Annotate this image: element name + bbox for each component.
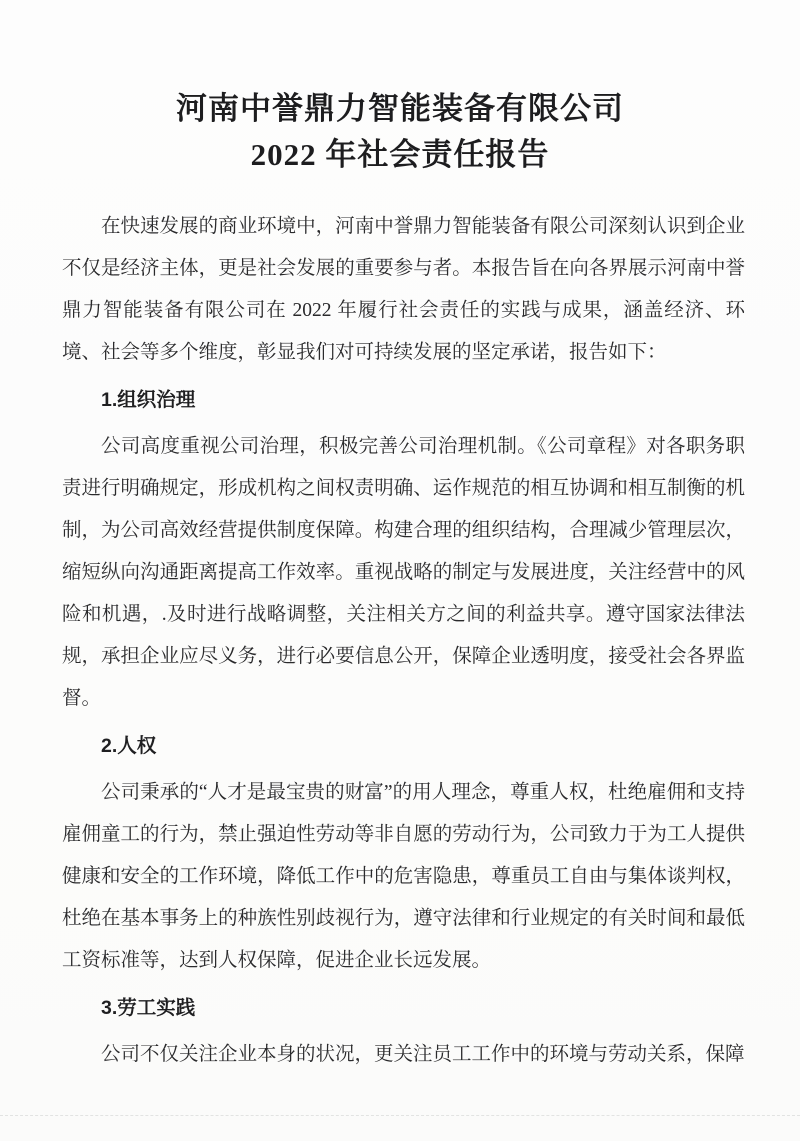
page-title-company-name: 河南中誉鼎力智能装备有限公司 — [176, 91, 624, 126]
paragraph-labor-practice: 公司不仅关注企业本身的状况，更关注员工工作中的环境与劳动关系，保障 — [101, 1044, 745, 1065]
section-heading-governance: 1.组织治理 — [101, 389, 196, 411]
document-title-block — [0, 0, 800, 178]
paragraph-intro: 在快速发展的商业环境中，河南中誉鼎力智能装备有限公司深刻认识到企业不仅是经济主体，更是社会发展的重要参与者。本报告旨在向各界展示河南中誉鼎力智能装备有限公司在 2022 年履行社会责任的实践与成果，涵盖经济、环境、社会等多个维度，彰显我们对可持续发展的坚定承诺，报告如下： — [62, 216, 745, 363]
paragraph-human-rights: 公司秉承的“人才是最宝贵的财富”的用人理念，尊重人权，杜绝雇佣和支持雇佣童工的行为，禁止强迫性劳动等非自愿的劳动行为，公司致力于为工人提供健康和安全的工作环境，降低工作中的危害隐患，尊重员工自由与集体谈判权，杜绝在基本事务上的种族性别歧视行为，遵守法律和行业规定的有关时间和最低工资标准等，达到人权保障，促进企业长远发展。 — [62, 782, 745, 971]
document-body — [62, 206, 745, 1076]
page-title-report-name: 2022 年社会责任报告 — [250, 137, 550, 172]
section-heading-labor-practice: 3.劳工实践 — [101, 997, 196, 1019]
paragraph-governance: 公司高度重视公司治理，积极完善公司治理机制。《公司章程》对各职务职责进行明确规定，形成机构之间权责明确、运作规范的相互协调和相互制衡的机制，为公司高效经营提供制度保障。构建合理的组织结构，合理减少管理层次，缩短纵向沟通距离提高工作效率。重视战略的制定与发展进度，关注经营中的风险和机遇，.及时进行战略调整，关注相关方之间的利益共享。遵守国家法律法规，承担企业应尽义务，进行必要信息公开，保障企业透明度，接受社会各界监督。 — [62, 436, 745, 709]
scan-artifact-line — [0, 1115, 800, 1116]
section-heading-human-rights: 2.人权 — [101, 735, 157, 757]
